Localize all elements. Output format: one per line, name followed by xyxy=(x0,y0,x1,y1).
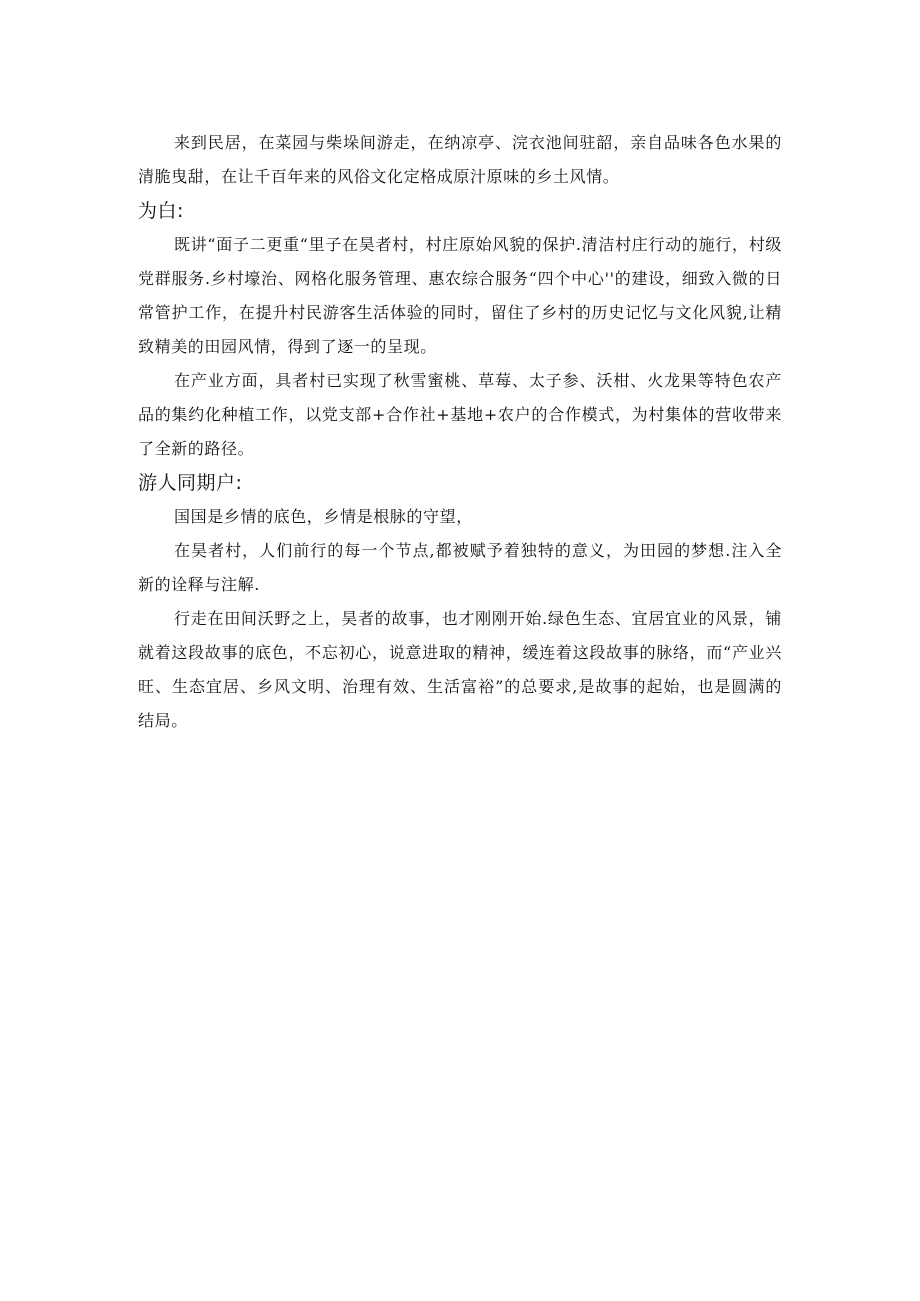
section1-paragraph-1: 既讲“面子二更重“里子在昊者村，村庄原始风貌的保护.清洁村庄行动的施行，村级党群服务.乡村壕治、网格化服务管理、惠农综合服务“四个中心''的建设，细致入微的日常管护工作，在提升村民游客生活体验的同时，留住了乡村的历史记忆与文化风貌,让精致精美的田园风情，得到了逐一的呈现。 xyxy=(138,235,782,356)
section1-paragraph-2: 在产业方面，具者村已实现了秋雪蜜桃、草莓、太子参、沃柑、火龙果等特色农产品的集约化种植工作，以党支部+合作社+基地+农户的合作模式，为村集体的营收带来了全新的路径。 xyxy=(138,371,782,458)
section-heading-youren: 游人同期户: xyxy=(138,472,243,494)
section2-paragraph-3: 行走在田间沃野之上，昊者的故事，也才刚刚开始.绿色生态、宜居宜业的风景，铺就着这段故事的底色，不忘初心，说意进取的精神，缓连着这段故事的脉络，而“产业兴旺、生态宜居、乡风文明、治理有效、生活富裕”的总要求,是故事的起始，也是圆满的结局。 xyxy=(138,609,782,730)
section-heading-weibai: 为白: xyxy=(138,200,184,222)
section2-paragraph-2: 在昊者村，人们前行的每一个节点,都被赋予着独特的意义，为田园的梦想.注入全新的诠释与注解. xyxy=(138,541,782,594)
section2-paragraph-1: 国国是乡情的底色，乡情是根脉的守望， xyxy=(174,507,473,526)
intro-paragraph: 来到民居，在菜园与柴垛间游走，在纳凉亭、浣衣池间驻韶，亲自品味各色水果的清脆曳甜，在让千百年来的风俗文化定格成原汁原味的乡土风情。 xyxy=(138,133,782,186)
document-body xyxy=(138,126,782,738)
